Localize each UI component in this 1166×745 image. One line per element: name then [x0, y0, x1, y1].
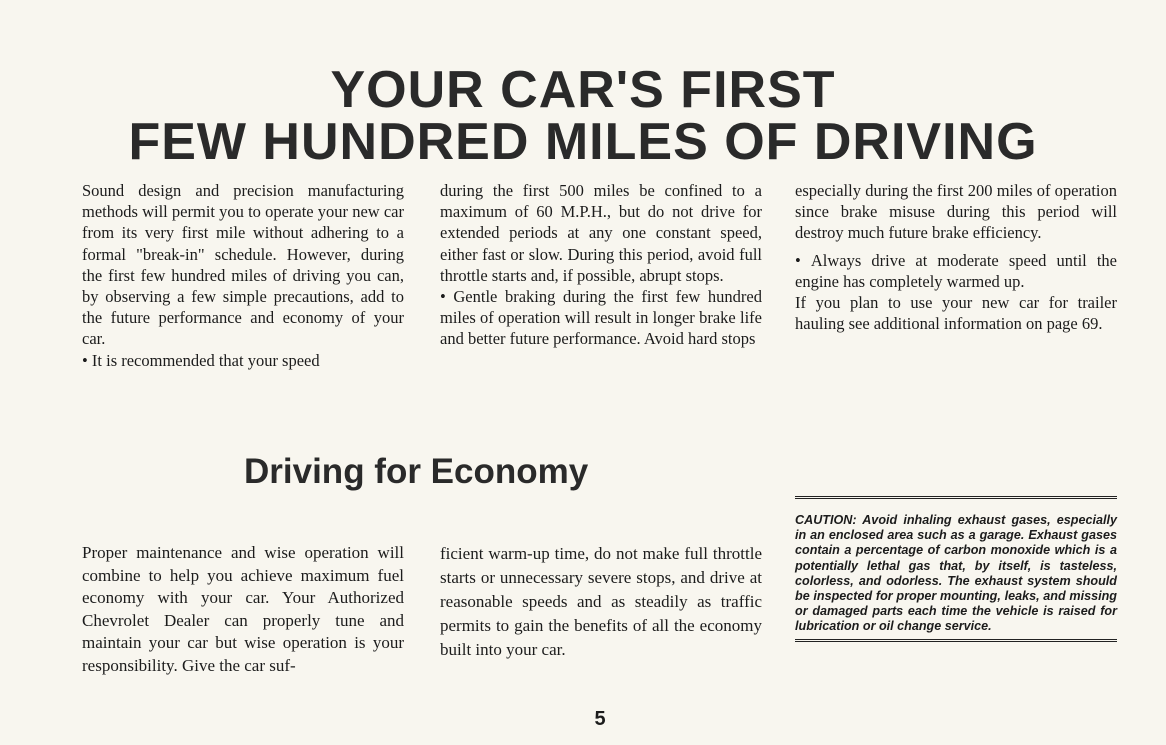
caution-box: CAUTION: Avoid inhaling exhaust gases, especially in an enclosed area such as a garage. Exhaust gases contain a percentage of carbon monoxide which is a potentially lethal gas that, by itself, is tasteless, colorless, and odorless. The exhaust system should be inspected for proper mounting, leaks, and missing or damaged parts each time the vehicle is raised for lubrication or oil change service.: [795, 496, 1117, 642]
speed-continued-paragraph: during the first 500 miles be confined to a maximum of 60 M.P.H., but do not drive for extended periods at any one constant speed, either fast or slow. During this period, avoid full throttle starts and, if possible, abrupt stops.: [440, 181, 762, 285]
trailer-hauling-paragraph: If you plan to use your new car for trailer hauling see additional information on page 69.: [795, 293, 1117, 334]
breakin-column-3: [795, 180, 1117, 334]
page-number: 5: [594, 708, 606, 730]
braking-bullet: • Gentle braking during the first few hundred miles of operation will result in longer brake life and better future performance. Avoid hard stops: [440, 286, 762, 350]
economy-column-1: [82, 542, 404, 677]
breakin-column-2: [440, 180, 762, 350]
economy-paragraph-1: Proper maintenance and wise operation will combine to help you achieve maximum fuel economy with your car. Your Authorized Chevrolet Dealer can properly tune and maintain your car but wise operation is your responsibility. Give the car suf-: [82, 543, 404, 675]
braking-continued-paragraph: especially during the first 200 miles of operation since brake misuse during this period will destroy much future brake efficiency.: [795, 181, 1117, 243]
breakin-intro-paragraph: Sound design and precision manufacturing methods will permit you to operate your new car from its very first mile without adhering to a formal "break-in" schedule. However, during the first few hundred miles of driving you can, by observing a few simple precautions, add to the future performance and economy of your car.: [82, 181, 404, 349]
economy-heading: Driving for Economy: [244, 452, 589, 491]
breakin-column-1: [82, 180, 404, 371]
speed-bullet: • It is recommended that your speed: [82, 350, 404, 371]
page-title-line-1: YOUR CAR'S FIRST: [330, 61, 836, 119]
economy-column-2: [440, 542, 762, 662]
moderate-speed-bullet: • Always drive at moderate speed until the engine has completely warmed up.: [795, 250, 1117, 292]
economy-paragraph-2: ficient warm-up time, do not make full throttle starts or unnecessary severe stops, and drive at reasonable speeds and as steadily as traffic permits to gain the benefits of all the economy built into your car.: [440, 544, 762, 659]
page-title-line-2: FEW HUNDRED MILES OF DRIVING: [128, 113, 1038, 171]
